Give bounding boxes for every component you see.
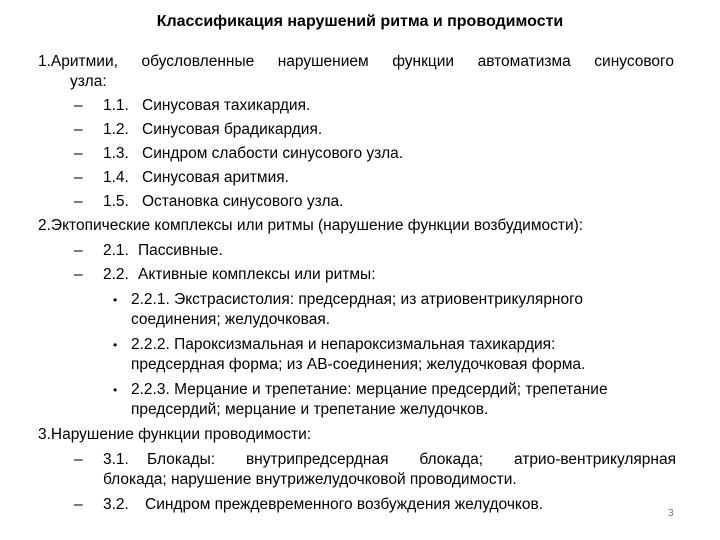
item-text: Синусовая брадикардия. bbox=[142, 121, 323, 138]
dash-marker: – bbox=[74, 97, 83, 114]
item-text: Синдром слабости синусового узла. bbox=[142, 145, 404, 162]
item-number: 1.3. bbox=[103, 145, 129, 162]
item-number: 2.2. bbox=[103, 266, 129, 283]
section-3-heading: 3.Нарушение функции проводимости: bbox=[38, 426, 312, 443]
item-text: Пассивные. bbox=[138, 242, 223, 259]
section-1-heading-cont: узла: bbox=[70, 73, 107, 90]
item-text-cont: блокада; нарушение внутрижелудочковой проводимости. bbox=[103, 471, 517, 488]
item-text-cont: соединения; желудочковая. bbox=[131, 311, 331, 328]
section-2-heading: 2.Эктопические комплексы или ритмы (нарушение функции возбудимости): bbox=[38, 217, 584, 234]
item-text: 2.2.1. Экстрасистолия: предсердная; из атриовентрикулярного bbox=[131, 291, 584, 308]
section-1-heading: 1.Аритмии, обусловленные нарушением функции автоматизма синусового bbox=[38, 53, 674, 70]
dash-marker: – bbox=[74, 169, 83, 186]
item-number: 1.1. bbox=[103, 97, 129, 114]
item-number: 1.5. bbox=[103, 193, 129, 210]
item-number: 3.2. bbox=[103, 496, 129, 513]
dash-marker: – bbox=[74, 145, 83, 162]
dash-marker: – bbox=[74, 121, 83, 138]
dash-marker: – bbox=[74, 266, 83, 283]
item-text: Синусовая тахикардия. bbox=[142, 97, 311, 114]
dash-marker: – bbox=[74, 496, 83, 513]
item-text: Остановка синусового узла. bbox=[142, 193, 344, 210]
item-text: 2.2.2. Пароксизмальная и непароксизмальная тахикардия: bbox=[131, 336, 556, 353]
item-number: 3.1. bbox=[103, 451, 129, 468]
item-text-cont: предсердий; мерцание и трепетание желудочков. bbox=[131, 401, 489, 418]
dash-marker: – bbox=[74, 242, 83, 259]
item-number: 1.2. bbox=[103, 121, 129, 138]
item-text: 2.2.3. Мерцание и трепетание: мерцание предсердий; трепетание bbox=[131, 381, 608, 398]
page-title: Классификация нарушений ритма и проводимости bbox=[156, 13, 564, 30]
item-text: Активные комплексы или ритмы: bbox=[138, 266, 376, 283]
page-number: 3 bbox=[668, 508, 674, 519]
item-text-cont: предсердная форма; из АВ-соединения; желудочковая форма. bbox=[131, 356, 586, 373]
dash-marker: – bbox=[74, 451, 83, 468]
item-number: 2.1. bbox=[103, 242, 129, 259]
bullet-marker: • bbox=[113, 383, 118, 397]
dash-marker: – bbox=[74, 193, 83, 210]
item-number: 1.4. bbox=[103, 169, 129, 186]
item-text: Блокады: внутрипредсердная блокада; атрио-вентрикулярная bbox=[147, 451, 676, 468]
bullet-marker: • bbox=[113, 293, 118, 307]
item-text: Синдром преждевременного возбуждения желудочков. bbox=[145, 496, 544, 513]
bullet-marker: • bbox=[113, 338, 118, 352]
item-text: Синусовая аритмия. bbox=[142, 169, 289, 186]
